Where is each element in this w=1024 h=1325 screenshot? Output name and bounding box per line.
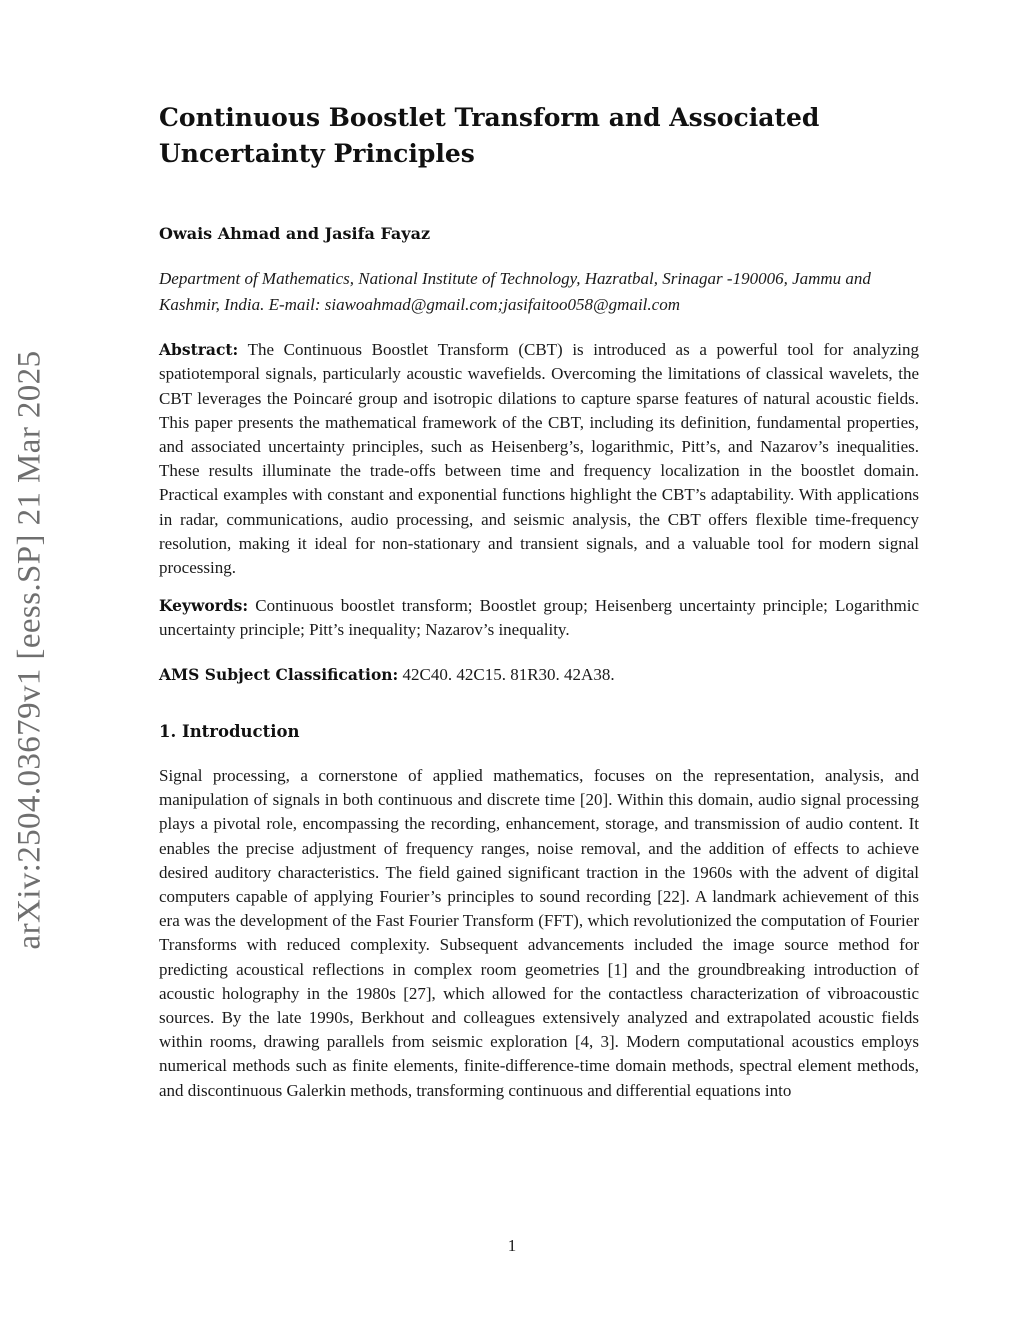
abstract-label: Abstract: [159,340,239,360]
arxiv-identifier-stamp [2,340,58,960]
author-affiliation: Department of Mathematics, National Institute of Technology, Hazratbal, Srinagar -190006, Jammu and Kashmir, India. E-mail: siawoahmad@gmail.com;jasifaitoo058@gmail.com [159,269,871,315]
paper-title [159,100,919,172]
title-line-1: Continuous Boostlet Transform and Associated [159,103,820,132]
title-line-2: Uncertainty Principles [159,139,475,168]
keywords-text: Continuous boostlet transform; Boostlet group; Heisenberg uncertainty principle; Logarithmic uncertainty principle; Pitt’s inequality; Nazarov’s inequality. [159,596,919,640]
abstract-text: The Continuous Boostlet Transform (CBT) is introduced as a powerful tool for analyzing spatiotemporal signals, particularly acoustic wavefields. Overcoming the limitations of classical wavelets, the CBT leverages the Poincaré group and isotropic dilations to capture sparse features of natural acoustic fields. This paper presents the mathematical framework of the CBT, including its definition, fundamental properties, and associated uncertainty principles, such as Heisenberg’s, logarithmic, Pitt’s, and Nazarov’s inequalities. These results illuminate the trade-offs between time and frequency localization in the boostlet domain. Practical examples with constant and exponential functions highlight the CBT’s adaptability. With applications in radar, communications, audio processing, and seismic analysis, the CBT offers flexible time-frequency resolution, making it ideal for non-stationary and transient signals, and a valuable tool for modern signal processing. [159,340,919,578]
introduction-paragraph: Signal processing, a cornerstone of applied mathematics, focuses on the representation, analysis, and manipulation of signals in both continuous and discrete time [20]. Within this domain, audio signal processing plays a pivotal role, encompassing the recording, enhancement, storage, and transmission of audio content. It enables the precise adjustment of frequency ranges, noise removal, and the addition of effects to achieve desired auditory characteristics. The field gained significant traction in the 1960s with the advent of digital computers capable of applying Fourier’s principles to sound recording [22]. A landmark achievement of this era was the development of the Fast Fourier Transform (FFT), which revolutionized the computation of Fourier Transforms with reduced complexity. Subsequent advancements included the image source method for predicting acoustical reflections in complex room geometries [1] and the groundbreaking introduction of acoustic holography in the 1980s [27], which allowed for the contactless characterization of vibroacoustic sources. By the late 1990s, Berkhout and colleagues extensively analyzed and extrapolated acoustic fields within rooms, drawing parallels from seismic exploration [4, 3]. Modern computational acoustics employs numerical methods such as finite elements, finite-difference-time domain methods, spectral element methods, and discontinuous Galerkin methods, transforming continuous and differential equations into [159,766,919,1100]
ams-classification-block [159,663,919,687]
ams-label: AMS Subject Classification: [159,664,399,684]
keywords-label: Keywords: [159,596,249,616]
section-heading-introduction: 1. Introduction [159,721,300,741]
page-number: 1 [507,1236,517,1255]
author-list: Owais Ahmad and Jasifa Fayaz [159,224,431,243]
abstract-block [159,338,919,580]
ams-codes: 42C40. 42C15. 81R30. 42A38. [402,664,615,684]
arxiv-identifier-text: arXiv:2504.03679v1 [eess.SP] 21 Mar 2025 [11,350,48,950]
paper-page [159,100,919,1103]
keywords-block [159,594,919,642]
